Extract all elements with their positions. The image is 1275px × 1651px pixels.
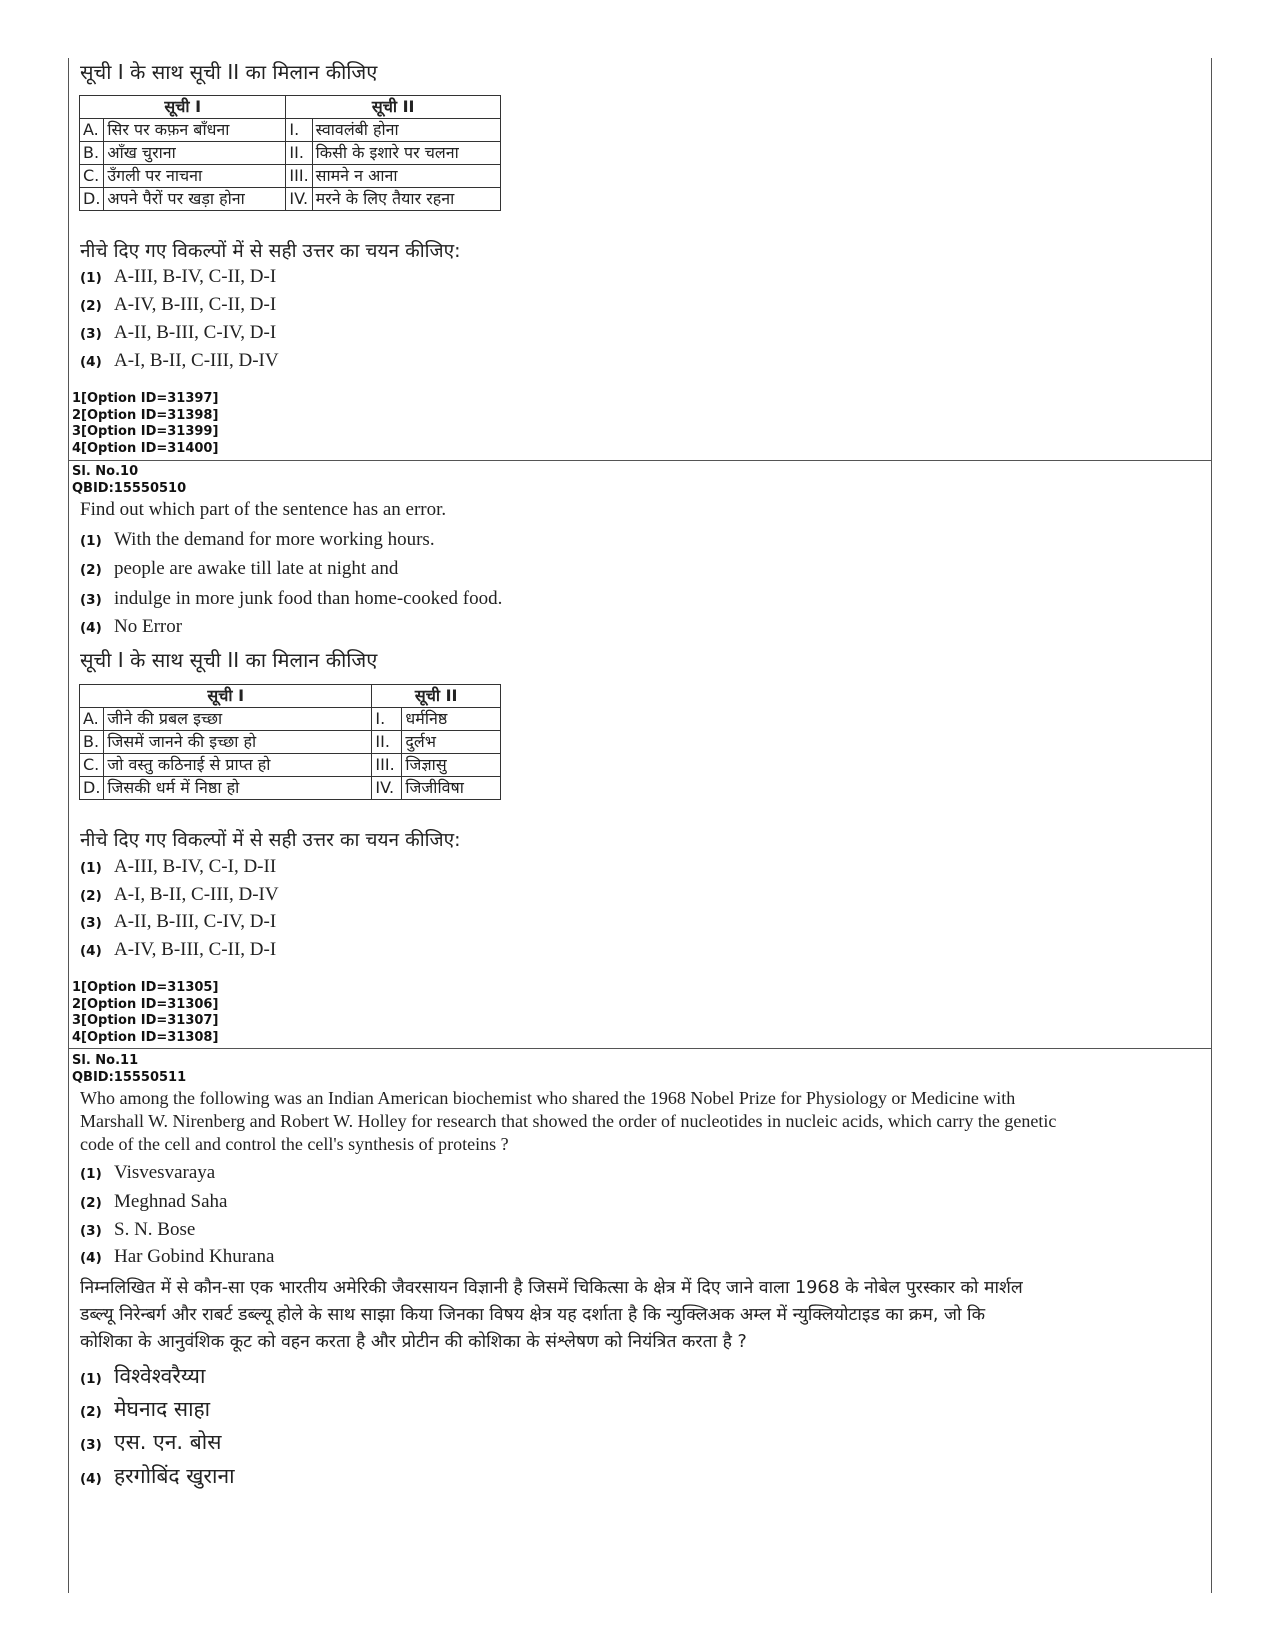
option[interactable] xyxy=(80,1428,221,1456)
table-row xyxy=(80,777,501,800)
option-number: (4) xyxy=(80,1471,102,1487)
serial-number: Sl. No.10 xyxy=(72,464,139,479)
option[interactable] xyxy=(80,294,276,316)
row-key: III. xyxy=(372,754,402,777)
table-row xyxy=(80,142,501,165)
option-number: (2) xyxy=(80,1195,102,1211)
option-number: (2) xyxy=(80,298,102,314)
option-number: (1) xyxy=(80,1166,102,1182)
option-text: A-III, B-IV, C-I, D-II xyxy=(114,856,277,877)
option-text: A-IV, B-III, C-II, D-I xyxy=(114,939,277,960)
option-text: Visvesvaraya xyxy=(114,1162,216,1183)
row-key: D. xyxy=(80,188,104,211)
table-header: सूची II xyxy=(372,685,501,708)
row-value: जिसकी धर्म में निष्ठा हो xyxy=(104,777,372,800)
row-value: धर्मनिष्ठ xyxy=(402,708,501,731)
row-value: किसी के इशारे पर चलना xyxy=(312,142,500,165)
option[interactable] xyxy=(80,1462,235,1490)
table-row xyxy=(80,708,501,731)
option-text: Meghnad Saha xyxy=(114,1191,228,1212)
option-id: 1[Option ID=31305] xyxy=(72,980,219,995)
option[interactable] xyxy=(80,1219,195,1241)
option-number: (1) xyxy=(80,270,102,286)
row-key: II. xyxy=(372,731,402,754)
option-number: (3) xyxy=(80,326,102,342)
option[interactable] xyxy=(80,911,276,933)
question-header xyxy=(72,464,186,497)
table-row xyxy=(80,165,501,188)
row-key: B. xyxy=(80,731,104,754)
table-row xyxy=(80,119,501,142)
qbid: QBID:15550510 xyxy=(72,480,187,496)
option-id: 2[Option ID=31306] xyxy=(72,996,219,1012)
option[interactable] xyxy=(80,266,276,288)
option-number: (3) xyxy=(80,1223,102,1239)
row-key: A. xyxy=(80,119,104,142)
option[interactable] xyxy=(80,322,276,344)
option-number: (2) xyxy=(80,1404,102,1420)
option[interactable] xyxy=(80,1191,227,1213)
match-instruction: सूची I के साथ सूची II का मिलान कीजिए xyxy=(80,60,378,84)
option-text: indulge in more junk food than home-cooked food. xyxy=(114,588,503,609)
option[interactable] xyxy=(80,939,276,961)
option-id: 3[Option ID=31307] xyxy=(72,1013,219,1028)
option-text: विश्वेश्वरैय्या xyxy=(114,1364,206,1388)
option-number: (4) xyxy=(80,1250,102,1266)
option-number: (4) xyxy=(80,620,102,636)
row-value: मरने के लिए तैयार रहना xyxy=(312,188,500,211)
row-value: सामने न आना xyxy=(312,165,500,188)
row-value: जिसमें जानने की इच्छा हो xyxy=(104,731,372,754)
row-key: A. xyxy=(80,708,104,731)
row-value: आँख चुराना xyxy=(104,142,286,165)
option[interactable] xyxy=(80,884,279,906)
serial-number: Sl. No.11 xyxy=(72,1053,139,1068)
row-value: स्वावलंबी होना xyxy=(312,119,500,142)
option-text: हरगोबिंद खुराना xyxy=(114,1464,235,1488)
row-key: C. xyxy=(80,165,104,188)
option-text: No Error xyxy=(114,616,183,637)
row-key: IV. xyxy=(286,188,312,211)
question-line: डब्ल्यू निरेन्बर्ग और राबर्ट डब्ल्यू होले के साथ साझा किया जिनका विषय क्षेत्र यह दर्शाता है कि न्युक्लिअक अम्ल में न्युक्लियोटाइड का क्रम, जो कि xyxy=(80,1305,986,1325)
option-text: S. N. Bose xyxy=(114,1219,196,1240)
match-table xyxy=(79,95,501,211)
option-number: (3) xyxy=(80,592,102,608)
question-divider xyxy=(68,460,1212,461)
option-number: (4) xyxy=(80,354,102,370)
option-id: 4[Option ID=31308] xyxy=(72,1029,219,1045)
option[interactable] xyxy=(80,350,279,372)
question-line: Who among the following was an Indian American biochemist who shared the 1968 Nobel Prize for Physiology or Medicine with xyxy=(80,1088,1016,1108)
row-value: उँगली पर नाचना xyxy=(104,165,286,188)
row-value: जीने की प्रबल इच्छा xyxy=(104,708,372,731)
question-divider xyxy=(68,1048,1212,1049)
table-row xyxy=(80,731,501,754)
match-instruction: सूची I के साथ सूची II का मिलान कीजिए xyxy=(80,648,378,672)
question-header xyxy=(72,1053,186,1086)
option-number: (2) xyxy=(80,562,102,578)
table-header: सूची II xyxy=(286,96,501,119)
row-key: I. xyxy=(372,708,402,731)
question-line: Marshall W. Nirenberg and Robert W. Holley for research that showed the order of nucleotides in nucleic acids, which carry the genetic xyxy=(80,1111,1057,1131)
question-text: Find out which part of the sentence has an error. xyxy=(80,499,447,520)
option-number: (2) xyxy=(80,888,102,904)
row-key: IV. xyxy=(372,777,402,800)
question-text xyxy=(80,1087,1170,1156)
option-id: 4[Option ID=31400] xyxy=(72,440,219,456)
match-table xyxy=(79,684,501,800)
option[interactable] xyxy=(80,1395,210,1423)
option-text: With the demand for more working hours. xyxy=(114,529,435,550)
row-key: I. xyxy=(286,119,312,142)
table-header: सूची I xyxy=(80,685,372,708)
option-text: मेघनाद साहा xyxy=(114,1397,211,1421)
option-number: (3) xyxy=(80,915,102,931)
row-key: III. xyxy=(286,165,312,188)
row-key: B. xyxy=(80,142,104,165)
qbid: QBID:15550511 xyxy=(72,1069,187,1085)
option-text: एस. एन. बोस xyxy=(114,1430,222,1454)
option-number: (1) xyxy=(80,1371,102,1387)
choose-instruction: नीचे दिए गए विकल्पों में से सही उत्तर का चयन कीजिए: xyxy=(80,240,461,262)
table-row xyxy=(80,188,501,211)
option-text: people are awake till late at night and xyxy=(114,558,399,579)
option-text: A-IV, B-III, C-II, D-I xyxy=(114,294,277,315)
option-ids xyxy=(72,391,218,457)
option-number: (1) xyxy=(80,533,102,549)
question-line: कोशिका के आनुवंशिक कूट को वहन करता है और प्रोटीन की कोशिका के संश्लेषण को नियंत्रित करता है ? xyxy=(80,1332,747,1352)
option-text: A-III, B-IV, C-II, D-I xyxy=(114,266,277,287)
question-line: निम्नलिखित में से कौन-सा एक भारतीय अमेरिकी जैवरसायन विज्ञानी है जिसमें चिकित्सा के क्षेत्र में दिए जाने वाला 1968 के नोबेल पुरस्कार को मार्शल xyxy=(80,1278,1023,1298)
question-line: code of the cell and control the cell's synthesis of proteins ? xyxy=(80,1134,509,1154)
option-text: A-II, B-III, C-IV, D-I xyxy=(114,322,277,343)
table-header: सूची I xyxy=(80,96,286,119)
row-key: D. xyxy=(80,777,104,800)
option[interactable] xyxy=(80,616,182,638)
row-value: सिर पर कफ़न बाँधना xyxy=(104,119,286,142)
option[interactable] xyxy=(80,856,276,878)
option-id: 2[Option ID=31398] xyxy=(72,407,219,423)
table-row xyxy=(80,754,501,777)
row-value: अपने पैरों पर खड़ा होना xyxy=(104,188,286,211)
question-text-hindi xyxy=(80,1275,1180,1356)
row-value: जिजीविषा xyxy=(402,777,501,800)
row-value: जिज्ञासु xyxy=(402,754,501,777)
row-key: II. xyxy=(286,142,312,165)
option-text: Har Gobind Khurana xyxy=(114,1246,275,1267)
option[interactable] xyxy=(80,558,398,580)
option[interactable] xyxy=(80,1246,274,1268)
option-id: 3[Option ID=31399] xyxy=(72,424,219,439)
option-number: (1) xyxy=(80,860,102,876)
option-text: A-II, B-III, C-IV, D-I xyxy=(114,911,277,932)
option-text: A-I, B-II, C-III, D-IV xyxy=(114,884,279,905)
row-value: दुर्लभ xyxy=(402,731,501,754)
option-ids xyxy=(72,980,218,1046)
option[interactable] xyxy=(80,1362,205,1390)
option[interactable] xyxy=(80,529,435,551)
option-id: 1[Option ID=31397] xyxy=(72,391,219,406)
row-value: जो वस्तु कठिनाई से प्राप्त हो xyxy=(104,754,372,777)
option-text: A-I, B-II, C-III, D-IV xyxy=(114,350,279,371)
row-key: C. xyxy=(80,754,104,777)
choose-instruction: नीचे दिए गए विकल्पों में से सही उत्तर का चयन कीजिए: xyxy=(80,829,461,851)
option-number: (3) xyxy=(80,1437,102,1453)
option[interactable] xyxy=(80,588,502,610)
option[interactable] xyxy=(80,1162,215,1184)
option-number: (4) xyxy=(80,943,102,959)
